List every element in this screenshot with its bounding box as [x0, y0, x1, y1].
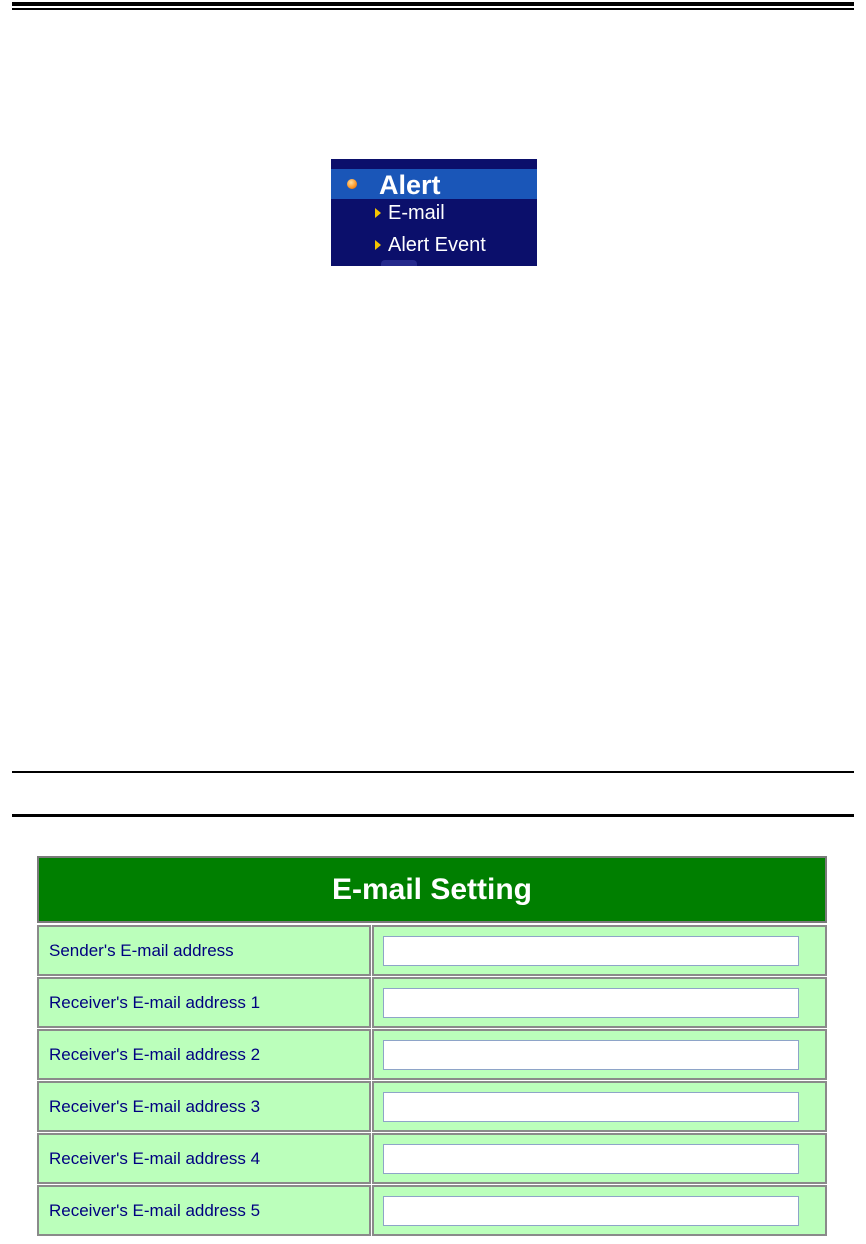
sender-email-label: Sender's E-mail address [37, 925, 371, 976]
sender-email-input[interactable] [383, 936, 799, 966]
receiver-email-2-input[interactable] [383, 1040, 799, 1070]
receiver-email-3-label: Receiver's E-mail address 3 [37, 1081, 371, 1132]
input-cell [372, 925, 827, 976]
table-row [37, 977, 827, 1028]
input-cell [372, 1029, 827, 1080]
submenu-item-alert-event[interactable] [388, 233, 486, 257]
receiver-email-4-input[interactable] [383, 1144, 799, 1174]
table-row [37, 925, 827, 976]
submenu-item-label: E-mail [388, 202, 445, 224]
footer-rule-thin [12, 771, 854, 773]
arrow-right-icon [375, 208, 381, 218]
alert-menu [331, 159, 537, 266]
receiver-email-2-label: Receiver's E-mail address 2 [37, 1029, 371, 1080]
receiver-email-5-label: Receiver's E-mail address 5 [37, 1185, 371, 1236]
input-cell [372, 977, 827, 1028]
orange-bullet-icon [347, 179, 357, 189]
receiver-email-3-input[interactable] [383, 1092, 799, 1122]
table-row [37, 1133, 827, 1184]
panel-title: E-mail Setting [37, 856, 827, 923]
menu-next-item-cut [381, 260, 417, 266]
receiver-email-4-label: Receiver's E-mail address 4 [37, 1133, 371, 1184]
email-setting-panel [37, 856, 827, 1238]
input-cell [372, 1081, 827, 1132]
arrow-right-icon [375, 240, 381, 250]
submenu-item-label: Alert Event [388, 234, 486, 256]
page-top-rule-thin [12, 8, 854, 10]
receiver-email-1-input[interactable] [383, 988, 799, 1018]
receiver-email-1-label: Receiver's E-mail address 1 [37, 977, 371, 1028]
table-row [37, 1185, 827, 1236]
submenu-item-email[interactable] [388, 201, 445, 225]
page-top-rule-thick [12, 2, 854, 6]
input-cell [372, 1185, 827, 1236]
table-row [37, 1029, 827, 1080]
table-row [37, 1081, 827, 1132]
menu-item-alert[interactable] [331, 169, 537, 199]
menu-title: Alert [379, 170, 441, 200]
footer-rule-thick [12, 814, 854, 817]
input-cell [372, 1133, 827, 1184]
receiver-email-5-input[interactable] [383, 1196, 799, 1226]
